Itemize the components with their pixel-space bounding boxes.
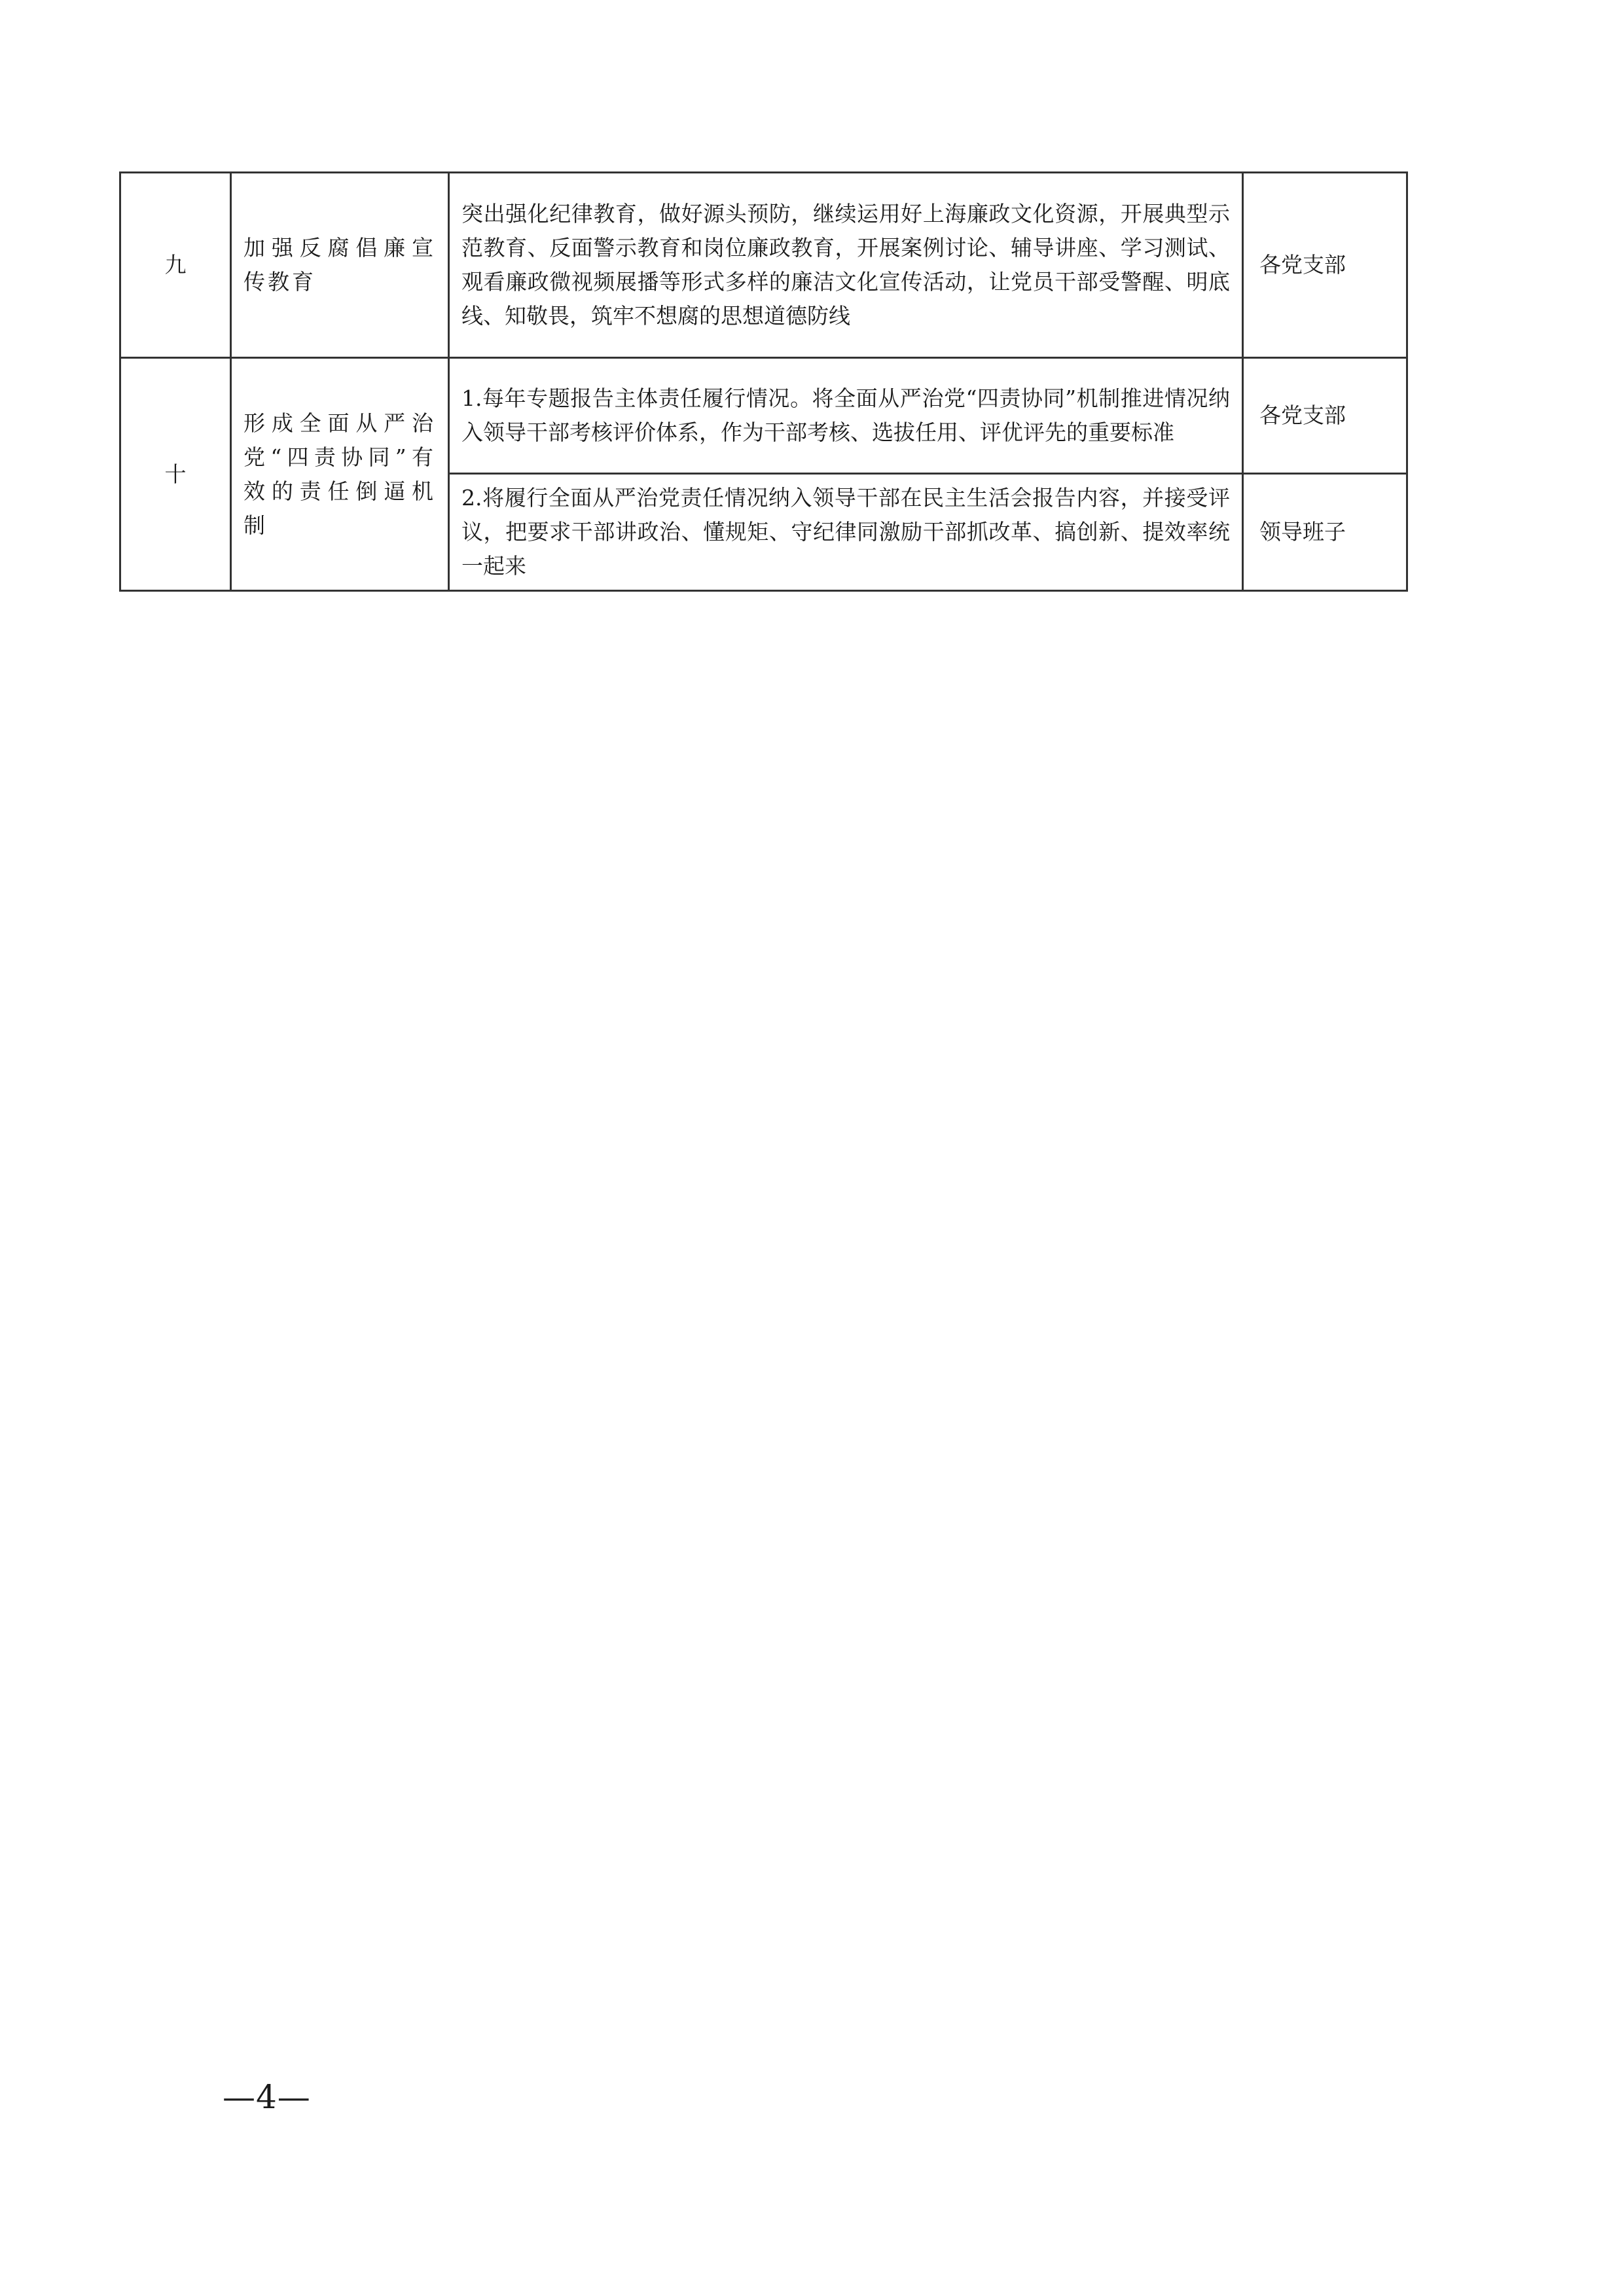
task-title: 加强反腐倡廉宣传教育: [231, 173, 449, 358]
responsible-department: 各党支部: [1243, 358, 1407, 474]
responsible-department: 领导班子: [1243, 474, 1407, 591]
page-number: —4—: [223, 2078, 311, 2116]
task-content: 2.将履行全面从严治党责任情况纳入领导干部在民主生活会报告内容，并接受评议，把要求干部讲政治、懂规矩、守纪律同激励干部抓改革、搞创新、提效率统一起来: [449, 474, 1243, 591]
task-content: 1.每年专题报告主体责任履行情况。将全面从严治党“四责协同”机制推进情况纳入领导干部考核评价体系，作为干部考核、选拔任用、评优评先的重要标准: [449, 358, 1243, 474]
table-row: [120, 173, 1407, 358]
task-content: 突出强化纪律教育，做好源头预防，继续运用好上海廉政文化资源，开展典型示范教育、反面警示教育和岗位廉政教育，开展案例讨论、辅导讲座、学习测试、观看廉政微视频展播等形式多样的廉洁文化宣传活动，让党员干部受警醒、明底线、知敬畏，筑牢不想腐的思想道德防线: [449, 173, 1243, 358]
row-number: 九: [120, 173, 231, 358]
row-number: 十: [120, 358, 231, 591]
responsibility-table: [119, 171, 1408, 592]
responsible-department: 各党支部: [1243, 173, 1407, 358]
task-title: 形成全面从严治党“四责协同”有效的责任倒逼机制: [231, 358, 449, 591]
table-row: [120, 358, 1407, 474]
